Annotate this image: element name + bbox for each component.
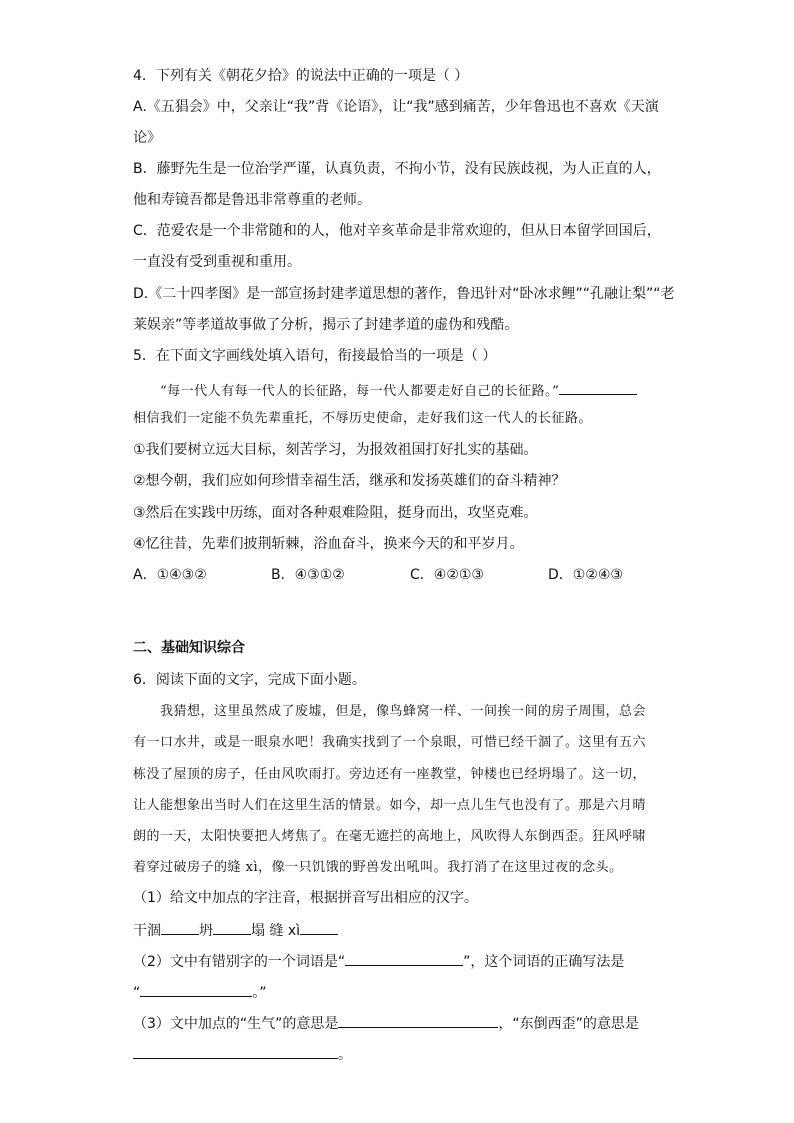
question-4-option-d-line-2: 莱娱亲”等孝道故事做了分析，揭示了封建孝道的虚伪和残酷。: [133, 317, 519, 333]
question-4-stem: 4．下列有关《朝花夕拾》的说法中正确的一项是（ ）: [133, 68, 469, 84]
question-5-option-c: C．④②①③: [410, 567, 484, 583]
sub-2-quote-open: “: [133, 985, 141, 1001]
sub-1-blank-3[interactable]: [300, 920, 338, 935]
question-4-option-a-line-2: 论》: [133, 130, 161, 146]
question-6-sub-3-cont: [133, 1044, 352, 1065]
sub-3-blank-2[interactable]: [133, 1044, 338, 1059]
question-5-item-2: ②想今朝，我们应如何珍惜幸福生活，继承和发扬英雄们的奋斗精神？: [133, 473, 566, 489]
sub-3-prompt-b: ，“东倒西歪”的意思是: [498, 1016, 639, 1032]
question-4-option-c-line-1: C．范爱农是一个非常随和的人，他对辛亥革命是非常欢迎的，但从日本留学回国后，: [133, 223, 661, 239]
question-6-stem: 6．阅读下面的文字，完成下面小题。: [133, 672, 366, 688]
passage-line-2: 有一口水井，或是一眼泉水吧！我确实找到了一个泉眼，可惜已经干涸了。这里有五六: [133, 735, 647, 750]
question-4-option-b-line-1: B．藤野先生是一位治学严谨，认真负责，不拘小节，没有民族歧视，为人正直的人，: [133, 161, 661, 177]
question-4-option-b-line-2: 他和寿镜吾都是鲁迅非常尊重的老师。: [133, 192, 371, 208]
section-heading: 二、基础知识综合: [133, 640, 245, 656]
question-5-option-a: A．①④③②: [133, 567, 207, 583]
question-5-item-4: ④忆往昔，先辈们披荆斩棘，浴血奋斗，换来今天的和平岁月。: [133, 536, 524, 552]
question-5-option-b: B．④③①②: [271, 567, 345, 583]
question-5-item-1: ①我们要树立远大目标，刻苦学习，为报效祖国打好扎实的基础。: [133, 442, 538, 458]
sub-1-blank-1[interactable]: [161, 920, 199, 935]
sub-2-prompt-a: （2）文中有错别字的一个词语是“: [133, 954, 346, 970]
question-5-answer-blank[interactable]: [559, 380, 637, 395]
sub-3-prompt-a: （3）文中加点的“生气”的意思是: [133, 1016, 339, 1032]
question-4-option-c-line-2: 一直没有受到重视和重用。: [133, 254, 301, 270]
passage-line-4: 让人能想象出当时人们在这里生活的情景。如今，却一点儿生气也没有了。那是六月晴: [133, 798, 647, 813]
question-5-quote-2: 相信我们一定能不负先辈重托，不辱历史使命，走好我们这一代人的长征路。: [133, 411, 593, 426]
passage-line-1: 我猜想，这里虽然成了废墟，但是，像鸟蜂窝一样、一间挨一间的房子周围，总会: [160, 704, 647, 719]
question-5-quote-line-1: [160, 380, 637, 402]
sub-2-quote-close: 。”: [252, 985, 267, 1001]
question-6-sub-2-cont: [133, 982, 267, 1003]
question-4-option-d-line-1: D.《二十四孝图》是一部宣扬封建孝道思想的著作，鲁迅针对“卧冰求鲤”“孔融让梨”“老: [133, 286, 675, 302]
sub-1-blank-2[interactable]: [213, 920, 251, 935]
sub-1-word-2: 坍: [199, 923, 213, 939]
question-4-option-a-line-1: A.《五猖会》中，父亲让“我”背《论语》，让“我”感到痛苦，少年鲁迅也不喜欢《天演: [133, 99, 659, 115]
sub-3-blank-1[interactable]: [338, 1013, 498, 1028]
question-6-sub-1: （1）给文中加点的字注音，根据拼音写出相应的汉字。: [133, 890, 478, 906]
question-5-item-3: ③然后在实践中历练，面对各种艰难险阻，挺身而出，攻坚克难。: [133, 505, 538, 521]
sub-1-word-3: 塌 缝 xì: [251, 923, 301, 939]
sub-3-end: 。: [338, 1047, 352, 1063]
question-6-sub-2: [133, 951, 624, 972]
sub-2-blank-2[interactable]: [140, 982, 252, 997]
question-6-sub-1-answers: [133, 920, 338, 941]
question-5-quote-1: “每一代人有每一代人的长征路，每一代人都要走好自己的长征路。”: [160, 384, 560, 399]
question-5-option-d: D．①②④③: [548, 567, 623, 583]
sub-2-blank-1[interactable]: [345, 951, 463, 966]
passage-line-6: 着穿过破房子的缝 xì，像一只饥饿的野兽发出吼叫。我打消了在这里过夜的念头。: [133, 860, 623, 875]
passage-line-5: 朗的一天，太阳快要把人烤焦了。在毫无遮拦的高地上，风吹得人东倒西歪。狂风呼啸: [133, 829, 647, 844]
question-6-sub-3: [133, 1013, 639, 1034]
sub-1-word-1: 干涸: [133, 923, 161, 939]
question-5-stem: 5．在下面文字画线处填入语句，衔接最恰当的一项是（ ）: [133, 348, 497, 364]
sub-2-prompt-b: ”，这个词语的正确写法是: [463, 954, 625, 970]
passage-line-3: 栋没了屋顶的房子，任由风吹雨打。旁边还有一座教堂，钟楼也已经坍塌了。这一切，: [133, 767, 647, 782]
